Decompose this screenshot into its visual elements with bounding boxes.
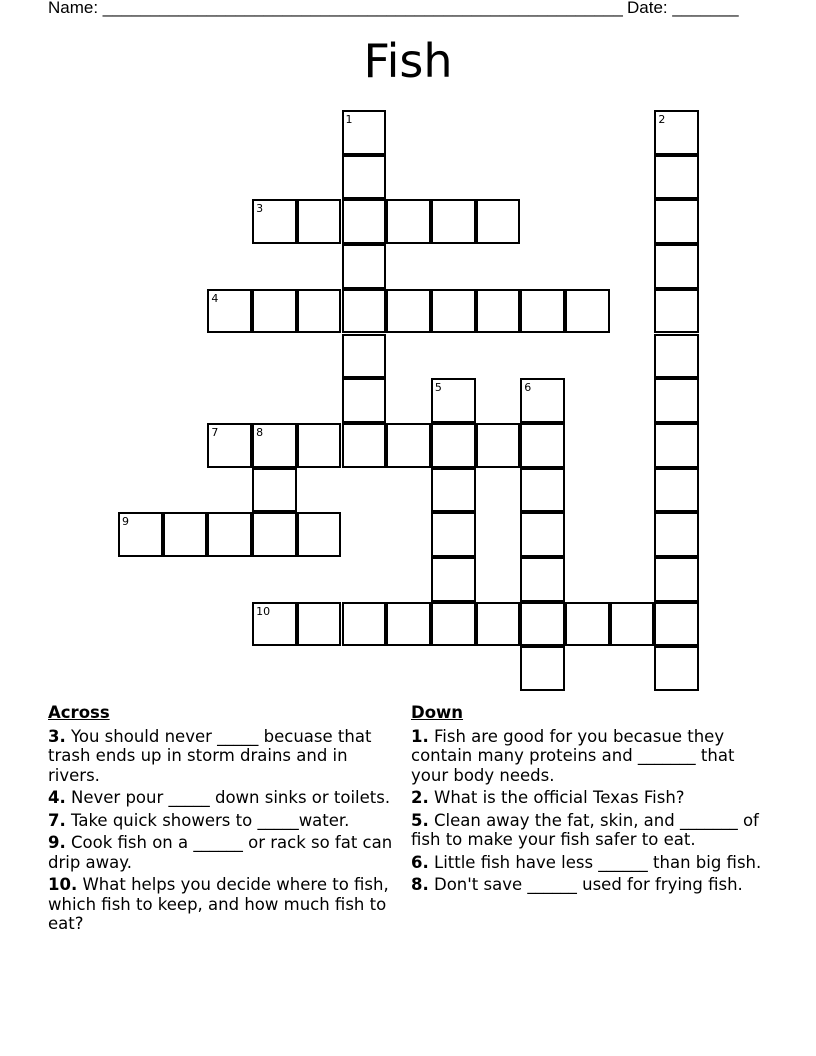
- grid-cell[interactable]: [342, 155, 387, 200]
- grid-cell[interactable]: [520, 468, 565, 513]
- grid-cell[interactable]: [610, 602, 655, 647]
- clue-text: Fish are good for you becasue they contain many proteins and _______ that your body needs.: [411, 726, 735, 785]
- cell-number: 2: [658, 113, 666, 126]
- grid-cell[interactable]: [654, 378, 699, 423]
- grid-cell[interactable]: [297, 602, 342, 647]
- clue-number: 6.: [411, 852, 429, 872]
- grid-cell[interactable]: [654, 646, 699, 691]
- grid-cell[interactable]: [654, 244, 699, 289]
- grid-cell[interactable]: [654, 155, 699, 200]
- grid-cell[interactable]: [207, 512, 252, 557]
- clue-number: 7.: [48, 810, 66, 830]
- clue-number: 1.: [411, 726, 429, 746]
- clue-text: What helps you decide where to fish, which fish to keep, and how much fish to eat?: [48, 875, 389, 933]
- clue-number: 5.: [411, 810, 429, 830]
- grid-cell[interactable]: [654, 602, 699, 647]
- cell-number: 5: [434, 381, 442, 395]
- puzzle-title: Fish: [363, 34, 453, 88]
- clue-text: Don't save ______ used for frying fish.: [434, 875, 743, 894]
- grid-cell[interactable]: [252, 289, 297, 334]
- grid-cell[interactable]: [386, 289, 431, 334]
- grid-cell[interactable]: [520, 512, 565, 557]
- down-heading: Down: [411, 703, 464, 722]
- grid-cell[interactable]: [207, 289, 252, 334]
- grid-cell[interactable]: [431, 557, 476, 602]
- grid-cell[interactable]: [431, 468, 476, 513]
- clue-text: Cook fish on a ______ or rack so fat can drip away.: [48, 833, 393, 872]
- cell-number: 6: [524, 381, 532, 395]
- cell-number: 3: [256, 202, 264, 216]
- cell-number: 8: [256, 425, 264, 439]
- grid-cell[interactable]: [520, 289, 565, 334]
- grid-cell[interactable]: [565, 602, 610, 647]
- grid-cell[interactable]: [520, 423, 565, 468]
- grid-cell[interactable]: [654, 557, 699, 602]
- clue-text: Clean away the fat, skin, and _______ of fish to make your fish safer to eat.: [411, 810, 759, 849]
- across-clue: [48, 833, 403, 872]
- grid-cell[interactable]: [654, 512, 699, 557]
- across-heading: Across: [48, 703, 110, 722]
- grid-cell[interactable]: [342, 378, 387, 423]
- clue-number: 2.: [411, 788, 429, 807]
- cell-number: 1: [345, 113, 353, 126]
- clue-text: You should never _____ becuase that trash ends up in storm drains and in rivers.: [48, 726, 372, 785]
- grid-cell[interactable]: [297, 199, 342, 244]
- grid-cell[interactable]: [342, 334, 387, 379]
- grid-cell[interactable]: [431, 199, 476, 244]
- grid-cell[interactable]: [386, 602, 431, 647]
- cell-number: 9: [122, 515, 129, 529]
- cell-number: 10: [256, 604, 271, 618]
- clue-number: 10.: [48, 875, 78, 894]
- down-clue: [411, 875, 766, 895]
- grid-cell[interactable]: [342, 289, 387, 334]
- grid-cell[interactable]: [207, 423, 252, 468]
- grid-cell[interactable]: [520, 378, 565, 423]
- grid-cell[interactable]: [386, 423, 431, 468]
- clue-number: 8.: [411, 875, 429, 894]
- grid-cell[interactable]: [654, 423, 699, 468]
- grid-cell[interactable]: [431, 289, 476, 334]
- grid-cell[interactable]: [252, 468, 297, 513]
- across-clue: [48, 875, 403, 934]
- clue-number: 9.: [48, 833, 66, 852]
- clue-number: 4.: [48, 788, 66, 807]
- clue-text: Take quick showers to _____water.: [71, 810, 350, 830]
- date-field-label: Date: _______: [627, 0, 739, 17]
- clue-text: Little fish have less ______ than big fish.: [434, 852, 762, 872]
- down-clue: [411, 811, 766, 850]
- grid-cell[interactable]: [252, 512, 297, 557]
- grid-cell[interactable]: [342, 602, 387, 647]
- grid-cell[interactable]: [520, 646, 565, 691]
- grid-cell[interactable]: [252, 602, 297, 647]
- grid-cell[interactable]: [252, 199, 297, 244]
- grid-cell[interactable]: [297, 289, 342, 334]
- grid-cell[interactable]: [654, 110, 699, 155]
- grid-cell[interactable]: [476, 602, 521, 647]
- grid-cell[interactable]: [252, 423, 297, 468]
- grid-cell[interactable]: [476, 289, 521, 334]
- grid-cell[interactable]: [476, 423, 521, 468]
- grid-cell[interactable]: [520, 557, 565, 602]
- down-clue: [411, 853, 766, 873]
- grid-cell[interactable]: [342, 199, 387, 244]
- clue-text: Never pour _____ down sinks or toilets.: [71, 788, 391, 807]
- name-field-label: Name: _______________________________________________________: [48, 0, 623, 17]
- grid-cell[interactable]: [118, 512, 163, 557]
- grid-cell[interactable]: [342, 423, 387, 468]
- grid-cell[interactable]: [297, 423, 342, 468]
- grid-cell[interactable]: [386, 199, 431, 244]
- down-clue: [411, 788, 766, 808]
- grid-cell[interactable]: [163, 512, 208, 557]
- across-clue: [48, 811, 403, 831]
- down-clues: [411, 703, 766, 898]
- grid-cell[interactable]: [520, 602, 565, 647]
- across-clues: [48, 703, 403, 937]
- grid-cell[interactable]: [431, 378, 476, 423]
- grid-cell[interactable]: [654, 289, 699, 334]
- cell-number: 7: [211, 425, 219, 439]
- cell-number: 4: [211, 291, 219, 305]
- grid-cell[interactable]: [654, 199, 699, 244]
- grid-cell[interactable]: [654, 334, 699, 379]
- grid-cell[interactable]: [431, 602, 476, 647]
- grid-cell[interactable]: [342, 244, 387, 289]
- grid-cell[interactable]: [431, 423, 476, 468]
- grid-cell[interactable]: [654, 468, 699, 513]
- grid-cell[interactable]: [342, 110, 387, 155]
- clue-text: What is the official Texas Fish?: [434, 788, 685, 807]
- across-clue: [48, 788, 403, 808]
- down-clue: [411, 727, 766, 786]
- grid-cell[interactable]: [297, 512, 342, 557]
- grid-cell[interactable]: [476, 199, 521, 244]
- grid-cell[interactable]: [565, 289, 610, 334]
- grid-cell[interactable]: [431, 512, 476, 557]
- across-clue: [48, 727, 403, 786]
- clue-number: 3.: [48, 726, 66, 746]
